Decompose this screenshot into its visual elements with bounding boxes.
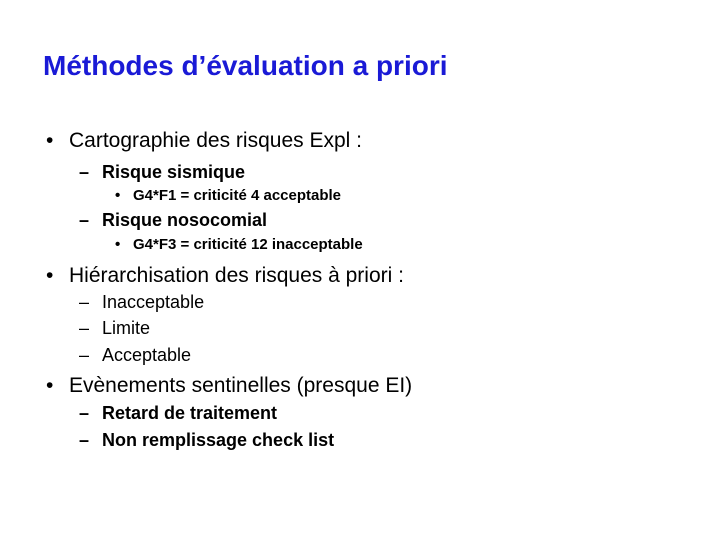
dash-marker: – bbox=[79, 162, 90, 182]
dash-marker: – bbox=[79, 345, 90, 365]
sub-item-text: Acceptable bbox=[102, 345, 192, 365]
bullet-dot: • bbox=[115, 187, 121, 204]
bullet-dot: • bbox=[46, 374, 54, 397]
detail-item-text: G4*F1 = criticité 4 acceptable bbox=[133, 187, 342, 204]
bullet-text: Evènements sentinelles (presque EI) bbox=[69, 374, 413, 397]
sub-item-text: Risque sismique bbox=[102, 162, 246, 182]
dash-marker: – bbox=[79, 430, 90, 450]
sub-item-text: Limite bbox=[102, 318, 151, 338]
sub-item-text: Risque nosocomial bbox=[102, 210, 268, 230]
bullet-dot: • bbox=[46, 129, 54, 152]
bullet-dot: • bbox=[46, 264, 54, 287]
sub-item-text: Inacceptable bbox=[102, 292, 205, 312]
dash-marker: – bbox=[79, 318, 90, 338]
sub-item-text: Non remplissage check list bbox=[102, 430, 335, 450]
dash-marker: – bbox=[79, 403, 90, 423]
bullet-dot: • bbox=[115, 236, 121, 253]
dash-marker: – bbox=[79, 210, 90, 230]
slide-title: Méthodes d’évaluation a priori bbox=[43, 50, 448, 81]
bullet-text: Hiérarchisation des risques à priori : bbox=[69, 264, 404, 287]
bullet-text: Cartographie des risques Expl : bbox=[69, 129, 362, 152]
detail-item-text: G4*F3 = criticité 12 inacceptable bbox=[133, 236, 363, 253]
dash-marker: – bbox=[79, 292, 90, 312]
sub-item-text: Retard de traitement bbox=[102, 403, 278, 423]
